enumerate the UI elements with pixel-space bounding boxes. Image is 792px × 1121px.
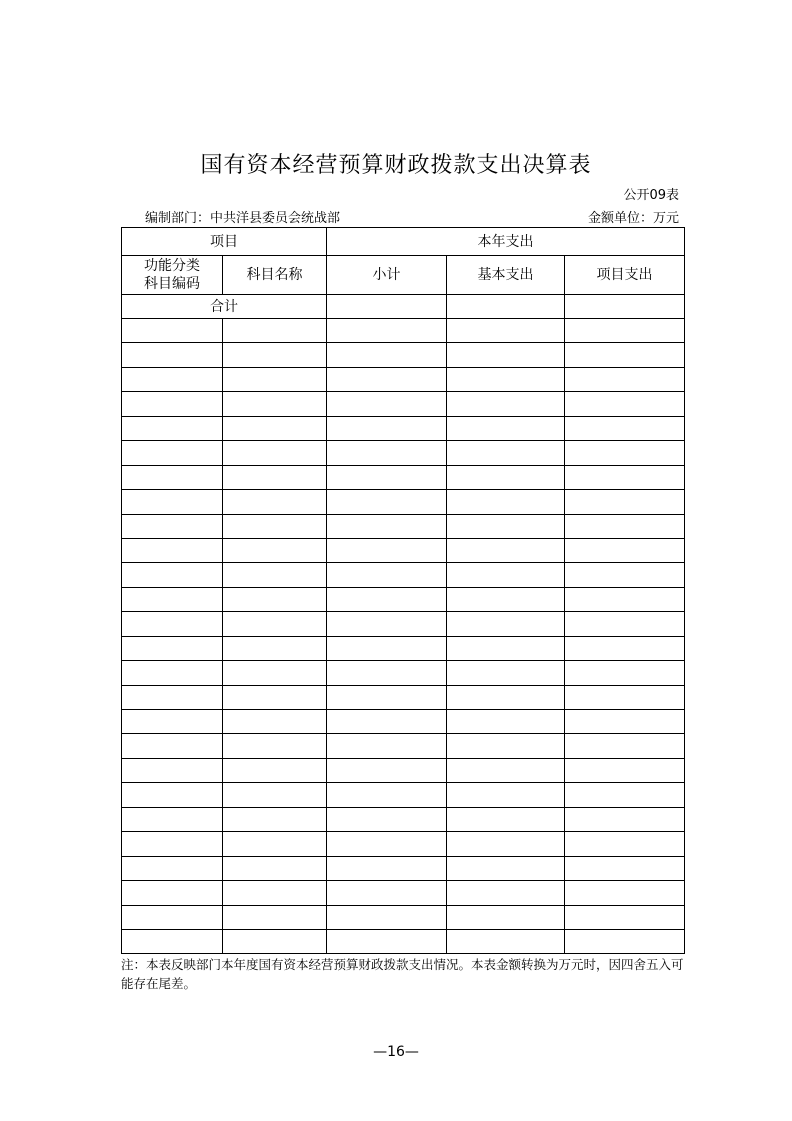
col-function-code: 功能分类 科目编码	[122, 256, 223, 295]
table-cell	[447, 563, 565, 587]
table-cell	[565, 832, 685, 856]
header-year-expenditure: 本年支出	[327, 228, 685, 256]
total-subtotal-cell	[327, 295, 447, 319]
table-cell	[223, 661, 327, 685]
table-cell	[327, 832, 447, 856]
table-cell	[447, 685, 565, 709]
table-cell	[565, 856, 685, 880]
table-cell	[565, 783, 685, 807]
table-row	[122, 490, 685, 514]
table-cell	[122, 343, 223, 367]
table-cell	[447, 905, 565, 929]
table-cell	[327, 685, 447, 709]
table-cell	[122, 929, 223, 953]
table-cell	[565, 441, 685, 465]
table-cell	[223, 758, 327, 782]
table-cell	[223, 392, 327, 416]
table-cell	[565, 465, 685, 489]
table-row	[122, 905, 685, 929]
table-cell	[565, 514, 685, 538]
table-row	[122, 587, 685, 611]
table-row	[122, 514, 685, 538]
table-cell	[223, 514, 327, 538]
table-cell	[565, 319, 685, 343]
table-cell	[122, 612, 223, 636]
table-cell	[565, 416, 685, 440]
page-title: 国有资本经营预算财政拨款支出决算表	[200, 153, 592, 178]
table-cell	[122, 783, 223, 807]
table-cell	[223, 807, 327, 831]
table-cell	[447, 734, 565, 758]
table-cell	[565, 490, 685, 514]
table-cell	[122, 905, 223, 929]
table-row	[122, 832, 685, 856]
table-cell	[223, 563, 327, 587]
table-cell	[223, 710, 327, 734]
table-cell	[327, 441, 447, 465]
table-row	[122, 441, 685, 465]
table-cell	[565, 905, 685, 929]
table-cell	[122, 538, 223, 562]
table-row	[122, 343, 685, 367]
table-cell	[223, 734, 327, 758]
table-cell	[447, 367, 565, 391]
col-subtotal: 小计	[327, 256, 447, 295]
table-row	[122, 758, 685, 782]
table-cell	[565, 392, 685, 416]
table-cell	[565, 343, 685, 367]
table-row	[122, 563, 685, 587]
table-cell	[447, 343, 565, 367]
table-cell	[327, 563, 447, 587]
table-cell	[122, 367, 223, 391]
department-label: 编制部门：中共洋县委员会统战部	[145, 211, 341, 226]
table-cell	[327, 734, 447, 758]
total-project-cell	[565, 295, 685, 319]
table-cell	[223, 612, 327, 636]
header-row-2	[122, 256, 685, 295]
table-cell	[327, 367, 447, 391]
table-cell	[447, 514, 565, 538]
col-subject-name: 科目名称	[223, 256, 327, 295]
table-cell	[223, 685, 327, 709]
table-cell	[122, 758, 223, 782]
table-row	[122, 367, 685, 391]
table-cell	[122, 441, 223, 465]
table-cell	[223, 905, 327, 929]
table-cell	[327, 710, 447, 734]
table-cell	[223, 783, 327, 807]
table-cell	[327, 929, 447, 953]
table-cell	[565, 538, 685, 562]
table-cell	[447, 636, 565, 660]
table-cell	[327, 538, 447, 562]
table-cell	[223, 636, 327, 660]
table-cell	[122, 832, 223, 856]
header-row-1	[122, 228, 685, 256]
table-cell	[327, 661, 447, 685]
table-cell	[223, 856, 327, 880]
table-cell	[565, 563, 685, 587]
table-cell	[223, 832, 327, 856]
table-cell	[327, 612, 447, 636]
table-cell	[565, 636, 685, 660]
table-cell	[447, 587, 565, 611]
table-cell	[223, 929, 327, 953]
footnote: 注：本表反映部门本年度国有资本经营预算财政拨款支出情况。本表金额转换为万元时，因四舍五入可能存在尾差。	[121, 957, 684, 991]
table-cell	[223, 343, 327, 367]
table-cell	[122, 685, 223, 709]
col-basic-expenditure: 基本支出	[447, 256, 565, 295]
table-row	[122, 538, 685, 562]
table-cell	[447, 758, 565, 782]
table-cell	[122, 710, 223, 734]
table-row	[122, 929, 685, 953]
table-cell	[565, 929, 685, 953]
table-cell	[122, 392, 223, 416]
table-cell	[223, 416, 327, 440]
table-cell	[565, 661, 685, 685]
table-cell	[447, 612, 565, 636]
table-row	[122, 465, 685, 489]
table-cell	[565, 758, 685, 782]
table-cell	[565, 367, 685, 391]
table-cell	[327, 881, 447, 905]
table-cell	[447, 881, 565, 905]
table-cell	[327, 587, 447, 611]
table-cell	[327, 758, 447, 782]
table-cell	[565, 587, 685, 611]
table-cell	[122, 661, 223, 685]
table-cell	[565, 685, 685, 709]
table-row	[122, 685, 685, 709]
table-cell	[122, 734, 223, 758]
table-cell	[122, 563, 223, 587]
table-row	[122, 319, 685, 343]
table-cell	[122, 490, 223, 514]
table-cell	[327, 465, 447, 489]
table-cell	[122, 881, 223, 905]
table-cell	[122, 587, 223, 611]
expenditure-table	[121, 227, 685, 954]
table-row	[122, 636, 685, 660]
table-cell	[447, 319, 565, 343]
table-cell	[122, 856, 223, 880]
table-cell	[447, 465, 565, 489]
table-cell	[447, 538, 565, 562]
table-cell	[327, 807, 447, 831]
table-cell	[447, 490, 565, 514]
table-cell	[223, 881, 327, 905]
total-label: 合计	[122, 295, 327, 319]
table-cell	[122, 319, 223, 343]
page-number: —16—	[373, 1044, 419, 1060]
table-cell	[327, 905, 447, 929]
table-row	[122, 612, 685, 636]
table-cell	[223, 490, 327, 514]
table-row	[122, 783, 685, 807]
col-project-expenditure: 项目支出	[565, 256, 685, 295]
table-cell	[565, 710, 685, 734]
table-cell	[447, 807, 565, 831]
table-row	[122, 856, 685, 880]
table-cell	[223, 465, 327, 489]
table-cell	[122, 636, 223, 660]
form-number: 公开09表	[623, 188, 679, 203]
table-cell	[223, 367, 327, 391]
table-cell	[327, 343, 447, 367]
table-cell	[327, 856, 447, 880]
total-row	[122, 295, 685, 319]
table-cell	[122, 514, 223, 538]
table-cell	[447, 661, 565, 685]
table-cell	[447, 929, 565, 953]
unit-label: 金额单位：万元	[587, 211, 679, 226]
table-cell	[327, 392, 447, 416]
table-row	[122, 416, 685, 440]
table-cell	[122, 416, 223, 440]
table-row	[122, 392, 685, 416]
table-cell	[327, 319, 447, 343]
table-cell	[447, 783, 565, 807]
table-cell	[122, 807, 223, 831]
table-cell	[565, 734, 685, 758]
total-basic-cell	[447, 295, 565, 319]
table-cell	[223, 319, 327, 343]
table-cell	[223, 538, 327, 562]
table-cell	[447, 441, 565, 465]
table-cell	[122, 465, 223, 489]
table-row	[122, 734, 685, 758]
table-cell	[565, 807, 685, 831]
table-cell	[327, 490, 447, 514]
table-cell	[565, 612, 685, 636]
table-cell	[327, 636, 447, 660]
table-cell	[447, 416, 565, 440]
table-row	[122, 661, 685, 685]
table-cell	[223, 587, 327, 611]
table-cell	[327, 416, 447, 440]
table-cell	[447, 710, 565, 734]
table-cell	[327, 783, 447, 807]
table-row	[122, 807, 685, 831]
table-row	[122, 881, 685, 905]
table-cell	[565, 881, 685, 905]
table-row	[122, 710, 685, 734]
table-cell	[223, 441, 327, 465]
table-cell	[327, 514, 447, 538]
table-cell	[447, 832, 565, 856]
table-cell	[447, 856, 565, 880]
table-cell	[447, 392, 565, 416]
header-item: 项目	[122, 228, 327, 256]
